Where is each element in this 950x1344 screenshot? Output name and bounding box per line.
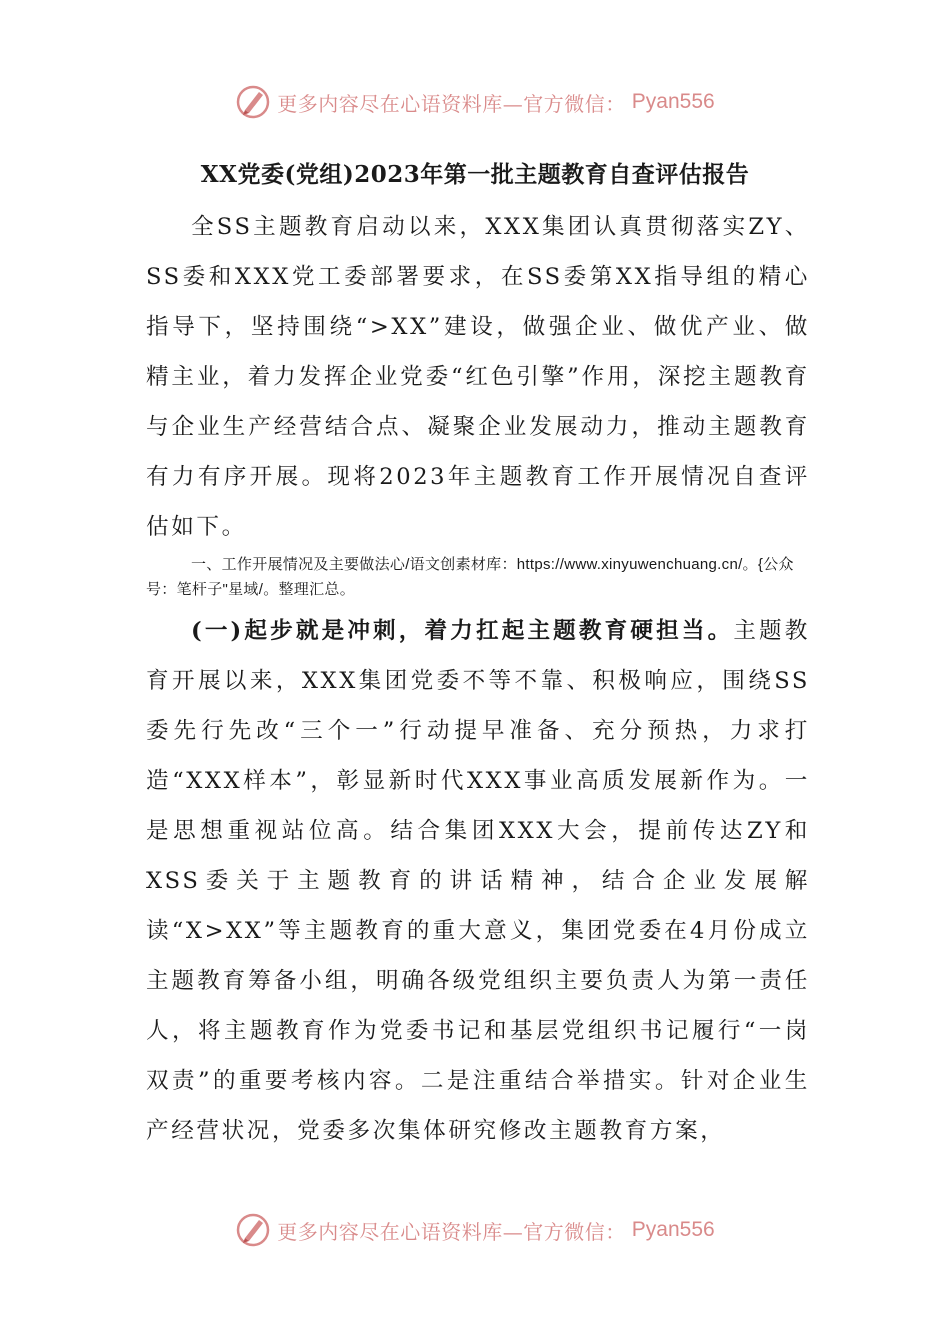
pen-logo-icon <box>235 1212 271 1248</box>
subsection-body: 主题教育开展以来，XXX集团党委不等不靠、积极响应，围绕SS委先行先改“三个一”行动提早准备、充分预热，力求打造“XXX样本”，彰显新时代XXX事业高质发展新作为。一是思想重视站位高。结合集团XXX大会，提前传达ZY和XSS委关于主题教育的讲话精神，结合企业发展解读“X>XX”等主题教育的重大意义，集团党委在4月份成立主题教育筹备小组，明确各级党组织主要负责人为第一责任人，将主题教育作为党委书记和基层党组织书记履行“一岗双责”的重要考核内容。二是注重结合举措实。针对企业生产经营状况，党委多次集体研究修改主题教育方案， <box>146 618 810 1144</box>
watermark-text: 更多内容尽在心语资料库—官方微信： <box>277 1219 626 1244</box>
header-watermark <box>0 84 950 120</box>
subsection-block <box>146 606 810 1156</box>
footer-watermark <box>0 1212 950 1248</box>
pen-logo-icon <box>235 84 271 120</box>
watermark-text: 更多内容尽在心语资料库—官方微信： <box>277 91 626 116</box>
intro-paragraph: 全SS主题教育启动以来，XXX集团认真贯彻落实ZY、SS委和XXX党工委部署要求，在SS委第XX指导组的精心指导下，坚持围绕“>XX”建设，做强企业、做优产业、做精主业，着力发挥企业党委“红色引擎”作用，深挖主题教育与企业生产经营结合点、凝聚企业发展动力，推动主题教育有力有序开展。现将2023年主题教育工作开展情况自查评估如下。 <box>146 214 810 540</box>
subsection-lead: (一)起步就是冲刺，着力扛起主题教育硬担当。 <box>191 618 734 644</box>
section-heading-1: 一、工作开展情况及主要做法心/语文创素材库：https://www.xinyuwenchuang.cn/。{公众号：笔杆子"星域/。整理汇总。 <box>146 556 794 598</box>
subsection-paragraph <box>146 606 810 1156</box>
document-title: XX党委(党组)2023年第一批主题教育自查评估报告 <box>200 161 750 188</box>
watermark-id: Pyan556 <box>631 1218 715 1241</box>
watermark-id: Pyan556 <box>631 90 715 113</box>
intro-block <box>146 202 810 552</box>
